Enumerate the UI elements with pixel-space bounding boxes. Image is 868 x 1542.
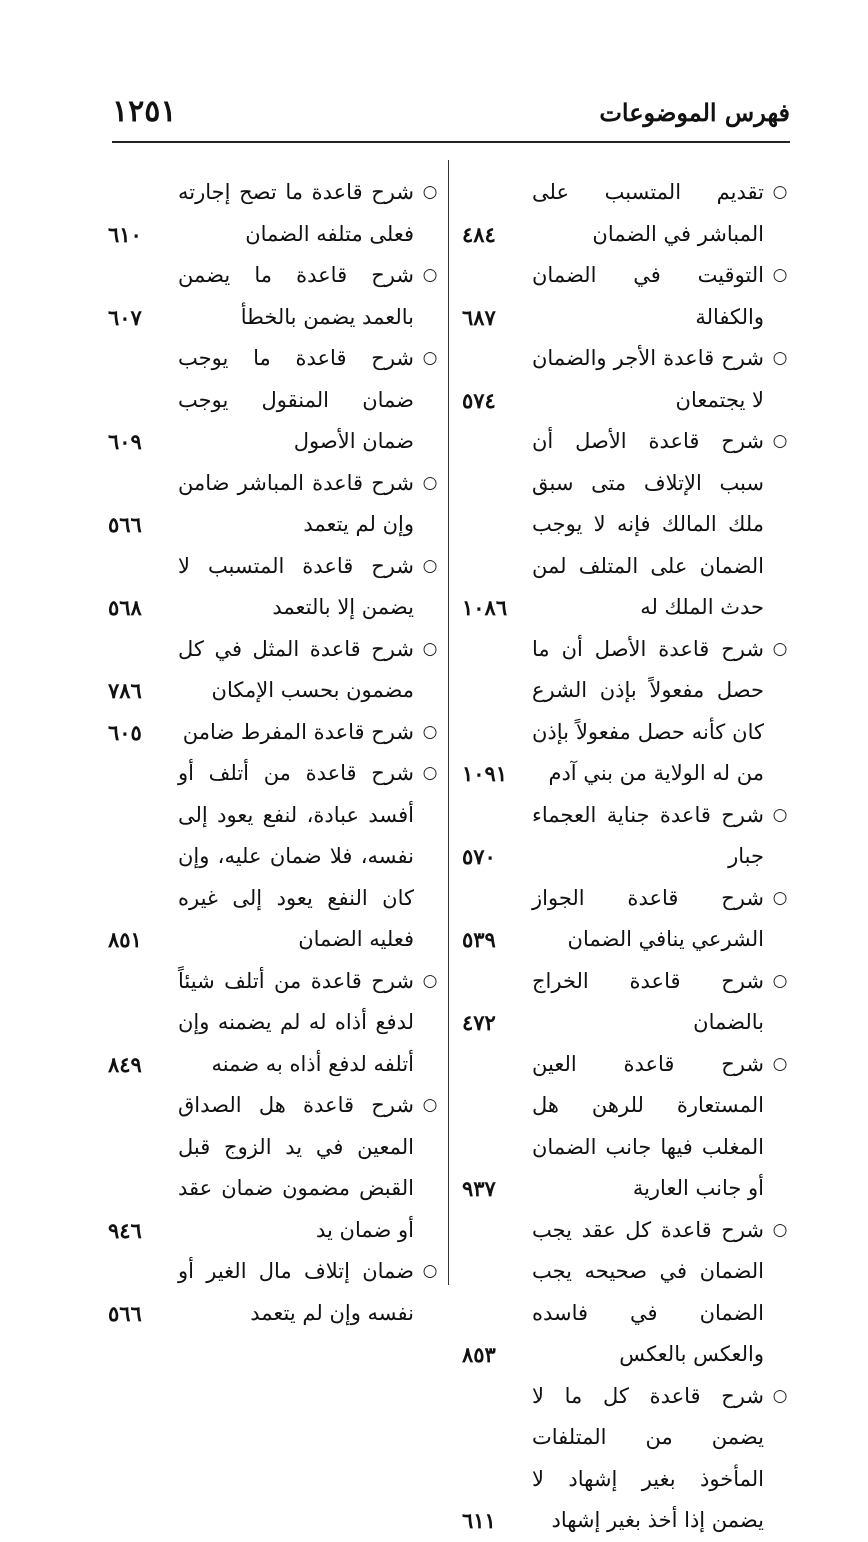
entry-title: شرح قاعدة ما يوجب ضمان المنقول يوجب ضمان الأصول	[178, 346, 414, 453]
entry-page-number: ٥٦٦	[108, 1300, 142, 1326]
entry-title: شرح قاعدة المثل في كل مضمون بحسب الإمكان	[178, 636, 414, 702]
index-entry	[108, 255, 440, 338]
index-entry	[108, 712, 440, 754]
entry-page-number: ٦٨٧	[462, 304, 496, 330]
bullet-icon: ○	[772, 431, 788, 451]
entry-page-number: ٥٣٩	[462, 927, 496, 952]
entry-page-number: ٦٠٩	[108, 429, 142, 454]
index-column-right	[462, 172, 790, 1542]
index-entry	[462, 1210, 790, 1376]
entry-title: شرح قاعدة ما تصح إجارته فعلى متلفه الضمان	[178, 180, 414, 246]
entry-title: شرح قاعدة هل الصداق المعين في يد الزوج قبل القبض مضمون ضمان عقد أو ضمان يد	[178, 1093, 414, 1242]
bullet-icon: ○	[772, 1219, 788, 1240]
index-entry	[108, 961, 440, 1086]
bullet-icon: ○	[422, 970, 438, 991]
header-divider	[112, 141, 790, 143]
column-divider	[448, 160, 449, 1285]
index-entry	[462, 172, 790, 255]
entry-page-number: ٥٦٦	[108, 512, 142, 537]
entry-page-number: ٦١١	[462, 1508, 496, 1533]
bullet-icon: ○	[772, 970, 788, 991]
index-entry	[108, 753, 440, 961]
entry-page-number: ٥٧٠	[462, 844, 496, 869]
page-title: فهرس الموضوعات	[599, 98, 790, 127]
entry-page-number: ٨٥٣	[462, 1342, 496, 1367]
bullet-icon: ○	[772, 265, 788, 285]
entry-page-number: ٤٨٤	[462, 221, 496, 247]
entry-title: شرح قاعدة من أتلف شيئاً لدفع أذاه له لم يضمنه وإن أتلفه لدفع أذاه به ضمنه	[178, 968, 414, 1076]
index-entry	[108, 546, 440, 629]
page-number: ١٢٥١	[112, 94, 177, 129]
bullet-icon: ○	[422, 1095, 438, 1115]
index-entry	[462, 255, 790, 338]
bullet-icon: ○	[772, 887, 788, 908]
index-entry	[462, 1376, 790, 1542]
entry-page-number: ٨٤٩	[108, 1051, 142, 1077]
entry-page-number: ٦٠٧	[108, 304, 142, 330]
bullet-icon: ○	[772, 182, 788, 202]
page-header	[112, 94, 790, 134]
bullet-icon: ○	[422, 763, 438, 783]
entry-page-number: ٧٨٦	[108, 678, 142, 703]
entry-page-number: ١٠٨٦	[462, 595, 508, 620]
index-entry	[108, 1251, 440, 1334]
entry-title: شرح قاعدة المتسبب لا يضمن إلا بالتعمد	[178, 553, 414, 619]
index-entry	[462, 795, 790, 878]
entry-title: شرح قاعدة الأصل أن سبب الإتلاف متى سبق ملك المالك فإنه لا يوجب الضمان على المتلف لمن حدث الملك له	[532, 429, 764, 619]
index-entry	[462, 629, 790, 795]
entry-title: شرح قاعدة جناية العجماء جبار	[532, 802, 764, 868]
entry-page-number: ٩٣٧	[462, 1176, 496, 1201]
entry-page-number: ١٠٩١	[462, 761, 508, 786]
index-entry	[462, 878, 790, 961]
entry-page-number: ٥٦٨	[108, 595, 142, 620]
bullet-icon: ○	[422, 555, 438, 576]
entry-title: ضمان إتلاف مال الغير أو نفسه وإن لم يتعمد	[178, 1259, 414, 1325]
index-entry	[108, 338, 440, 463]
index-entry	[108, 1085, 440, 1251]
entry-title: شرح قاعدة المباشر ضامن وإن لم يتعمد	[178, 470, 414, 536]
bullet-icon: ○	[772, 1385, 788, 1406]
entry-title: شرح قاعدة الجواز الشرعي ينافي الضمان	[532, 885, 764, 951]
index-entry	[108, 629, 440, 712]
bullet-icon: ○	[772, 348, 788, 368]
index-entry	[108, 172, 440, 255]
entry-title: شرح قاعدة كل ما لا يضمن من المتلفات المأخوذ بغير إشهاد لا يضمن إذا أخذ بغير إشهاد	[532, 1383, 764, 1532]
entry-title: شرح قاعدة الأجر والضمان لا يجتمعان	[532, 346, 764, 412]
entry-page-number: ٩٤٦	[108, 1217, 142, 1243]
bullet-icon: ○	[422, 1261, 438, 1281]
bullet-icon: ○	[422, 721, 438, 742]
bullet-icon: ○	[422, 638, 438, 659]
bullet-icon: ○	[772, 804, 788, 825]
entry-page-number: ٦٠٥	[108, 719, 142, 745]
entry-title: شرح قاعدة العين المستعارة للرهن هل المغلب فيها جانب الضمان أو جانب العارية	[532, 1051, 764, 1200]
entry-title: شرح قاعدة الخراج بالضمان	[532, 968, 764, 1034]
entry-title: شرح قاعدة من أتلف أو أفسد عبادة، لنفع يعود إلى نفسه، فلا ضمان عليه، وإن كان النفع يعود إلى غيره فعليه الضمان	[178, 761, 414, 951]
index-entry	[462, 338, 790, 421]
bullet-icon: ○	[422, 182, 438, 202]
bullet-icon: ○	[772, 1053, 788, 1074]
index-entry	[462, 421, 790, 629]
index-entry	[462, 1044, 790, 1210]
entry-title: التوقيت في الضمان والكفالة	[532, 263, 764, 329]
entry-page-number: ٤٧٢	[462, 1010, 496, 1035]
bullet-icon: ○	[422, 472, 438, 493]
bullet-icon: ○	[422, 265, 438, 285]
entry-title: شرح قاعدة كل عقد يجب الضمان في صحيحه يجب الضمان في فاسده والعكس بالعكس	[532, 1217, 764, 1366]
entry-title: تقديم المتسبب على المباشر في الضمان	[532, 180, 764, 246]
bullet-icon: ○	[422, 348, 438, 368]
entry-page-number: ٦١٠	[108, 221, 142, 247]
index-entry	[462, 961, 790, 1044]
entry-title: شرح قاعدة ما يضمن بالعمد يضمن بالخطأ	[178, 263, 414, 329]
entry-page-number: ٨٥١	[108, 927, 142, 952]
entry-page-number: ٥٧٤	[462, 387, 496, 413]
entry-title: شرح قاعدة المفرط ضامن	[182, 719, 414, 744]
index-entry	[108, 463, 440, 546]
bullet-icon: ○	[772, 638, 788, 659]
index-column-left	[108, 172, 440, 1334]
entry-title: شرح قاعدة الأصل أن ما حصل مفعولاً بإذن الشرع كان كأنه حصل مفعولاً بإذن من له الولاية من بني آدم	[532, 636, 764, 785]
